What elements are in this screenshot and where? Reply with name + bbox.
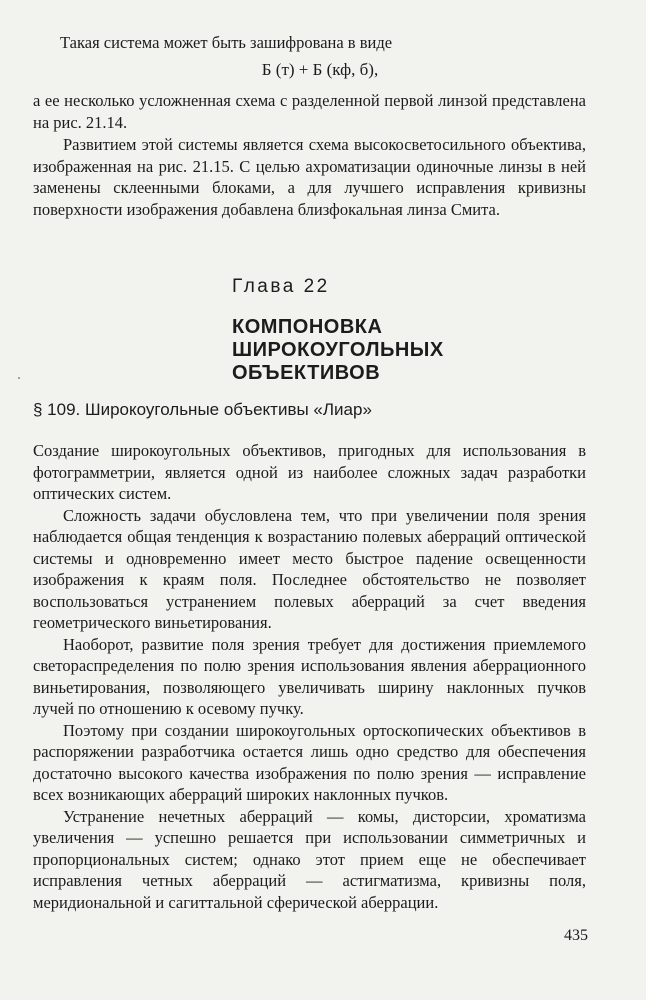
scan-speck [18,377,20,379]
intro-paragraph: Такая система может быть зашифрована в виде [60,33,393,52]
section-paragraph: Устранение нечетных аберраций — комы, дисторсии, хроматизма увеличения — успешно решается при использовании симметричных и пропорциональных систем; однако этот прием еще не обеспечивает исправления четных аберраций — астигматизма, кривизны поля, меридиональной и сагиттальной сферической аберрации. [33,806,586,912]
section-paragraph: Сложность задачи обусловлена тем, что при увеличении поля зрения наблюдается общая тенденция к возрастанию полевых аберраций оптической системы и одновременно имеет место быстрое падение освещенности изображения к краям поля. Последнее обстоятельство не позволяет воспользоваться устранением полевых аберраций за счет введения геометрического виньетирования. [33,505,586,632]
chapter-title-line: ШИРОКОУГОЛЬНЫХ [232,339,444,361]
paragraph-development: Развитием этой системы является схема высокосветосильного объектива, изображенная на рис. 21.15. С целью ахроматизации одиночные линзы в ней заменены склеенными блоками, а для лучшего исправления кривизны поверхности изображения добавлена близфокальная линза Смита. [33,135,586,219]
chapter-label: Глава 22 [232,276,330,297]
paragraph-scheme: а ее несколько усложненная схема с разделенной первой линзой представлена на рис. 21.14. [33,91,586,132]
chapter-title-line: ОБЪЕКТИВОВ [232,362,381,384]
section-body [33,440,586,913]
chapter-title [232,316,444,385]
section-heading: § 109. Широкоугольные объективы «Лиар» [33,400,372,419]
chapter-title-line: КОМПОНОВКА [232,316,383,338]
section-paragraph: Наоборот, развитие поля зрения требует для достижения приемлемого светораспределения по полю зрения использования явления аберрационного виньетирования, позволяющего увеличивать ширину наклонных пучков лучей по отношению к осевому пучку. [33,634,586,718]
page-number: 435 [564,927,588,944]
formula: Б (т) + Б (кф, б), [261,60,379,79]
section-paragraph: Поэтому при создании широкоугольных ортоскопических объективов в распоряжении разработчика остается лишь одно средство для обеспечения достаточно высокого качества изображения по полю зрения — исправление всех возникающих аберраций широких наклонных пучков. [33,720,586,804]
section-paragraph: Создание широкоугольных объективов, пригодных для использования в фотограмметрии, является одной из наиболее сложных задач разработки оптических систем. [33,441,586,503]
top-text-block [33,90,586,220]
intro-line [60,32,590,54]
